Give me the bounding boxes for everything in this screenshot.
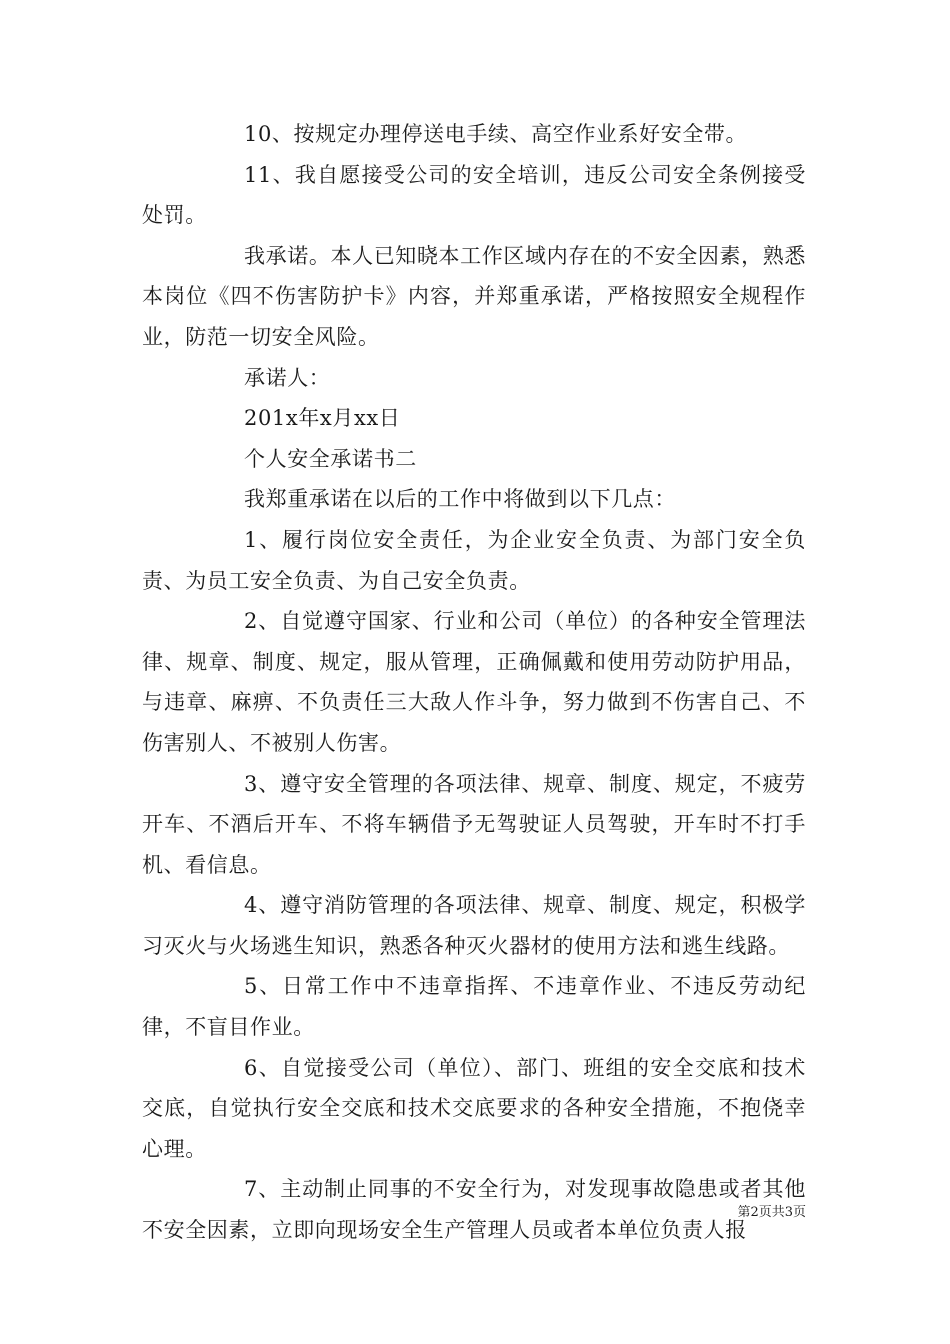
- paragraph-date: 201x年x月xx日: [244, 406, 401, 431]
- paragraph-item-3: 3、遵守安全管理的各项法律、规章、制度、规定，不疲劳开车、不酒后开车、不将车辆借予无驾驶证人员驾驶，开车时不打手机、看信息。: [142, 771, 806, 877]
- paragraph-item-2: 2、自觉遵守国家、行业和公司（单位）的各种安全管理法律、规章、制度、规定，服从管理，正确佩戴和使用劳动防护用品，与违章、麻痹、不负责任三大敌人作斗争，努力做到不伤害自己、不伤害别人、不被别人伤害。: [142, 609, 806, 755]
- paragraph-item-7: 7、主动制止同事的不安全行为，对发现事故隐患或者其他不安全因素，立即向现场安全生产管理人员或者本单位负责人报: [142, 1177, 806, 1243]
- paragraph-intro: 我郑重承诺在以后的工作中将做到以下几点：: [244, 487, 676, 512]
- page-number-footer: 第2页共3页: [737, 1205, 806, 1220]
- section-title: 个人安全承诺书二: [244, 446, 417, 471]
- paragraph-item-6: 6、自觉接受公司（单位）、部门、班组的安全交底和技术交底，自觉执行安全交底和技术交底要求的各种安全措施，不抱侥幸心理。: [142, 1055, 806, 1161]
- paragraph-signer: 承诺人：: [244, 365, 331, 390]
- paragraph-item-4: 4、遵守消防管理的各项法律、规章、制度、规定，积极学习灭火与火场逃生知识，熟悉各种灭火器材的使用方法和逃生线路。: [142, 893, 806, 958]
- paragraph-item-1: 1、履行岗位安全责任，为企业安全负责、为部门安全负责、为员工安全负责、为自己安全负责。: [142, 527, 806, 593]
- paragraph-item-10: 10、按规定办理停送电手续、高空作业系好安全带。: [244, 122, 748, 146]
- paragraph-item-5: 5、日常工作中不违章指挥、不违章作业、不违反劳动纪律，不盲目作业。: [142, 974, 806, 1040]
- document-body: [142, 114, 806, 1251]
- paragraph-commitment: 我承诺。本人已知晓本工作区域内存在的不安全因素，熟悉本岗位《四不伤害防护卡》内容，并郑重承诺，严格按照安全规程作业，防范一切安全风险。: [142, 243, 806, 349]
- paragraph-item-11: 11、我自愿接受公司的安全培训，违反公司安全条例接受处罚。: [142, 162, 806, 228]
